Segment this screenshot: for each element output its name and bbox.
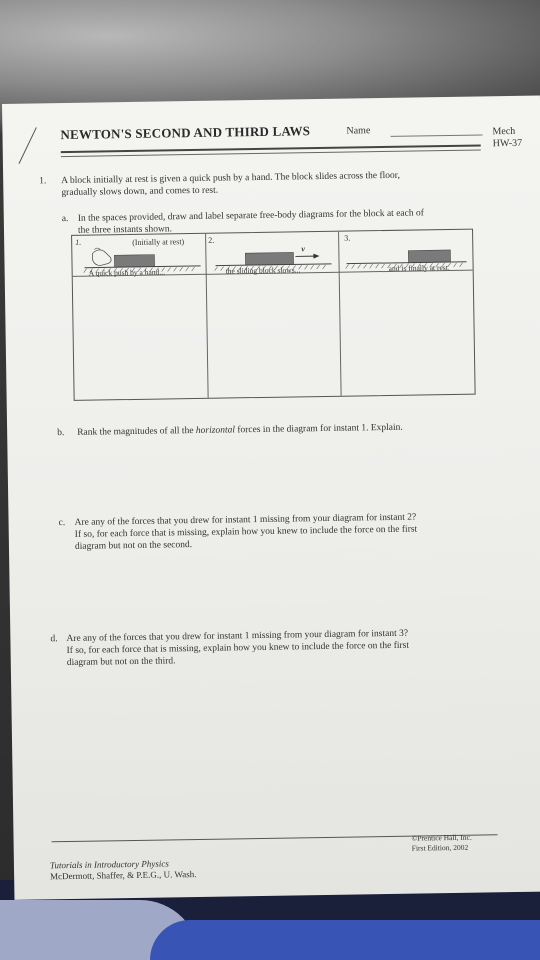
course-line-1: Mech [492,125,516,138]
part-b-label: b. [57,428,65,439]
part-a-label: a. [61,213,69,225]
book-title: Tutorials in Introductory Physics [49,858,169,871]
answer-box-2[interactable] [206,272,342,398]
name-field-line[interactable] [391,134,483,136]
panel-1-scene [72,234,207,277]
panel-3-caption: and is finally at rest. [388,262,450,273]
block-1 [114,255,154,268]
panel-3-number: 3. [344,233,351,243]
panel-2-number: 2. [208,235,215,245]
part-c-label: c. [58,518,66,529]
footer-citation [50,858,197,882]
part-d-line-3: diagram but not on the third. [66,656,176,669]
part-b-emphasis: horizontal [195,425,236,436]
question-1-text [61,169,461,199]
part-b-text [77,421,477,439]
question-1-line-2: gradually slows down, and comes to rest. [61,185,219,199]
question-1-line-1: A block initially at rest is given a quick push by a hand. The block slides across the floor, [61,170,401,187]
part-a-line-1: In the spaces provided, draw and label separate free-body diagrams for the block at each of [77,208,424,224]
panel-2-caption: the sliding block slows... [225,265,301,276]
velocity-label: v [301,244,305,254]
panel-3-scene [338,230,473,273]
panel-1-caption: A quick push by a hand... [88,267,165,278]
edition-line: First Edition, 2002 [411,842,469,853]
part-d-text [66,626,497,669]
part-d-line-2: If so, for each force that is missing, explain how you knew to include the force on the first [66,640,410,657]
part-b-text-before: Rank the magnitudes of all the [77,425,196,438]
copyright-line: ©Prentice Hall, Inc. [411,832,472,843]
course-code [492,126,522,150]
background-fabric-blue [150,920,540,960]
part-c-line-2: If so, for each force that is missing, explain how you knew to include the force on the first [74,524,418,540]
course-line-2: HW-37 [492,137,523,150]
book-authors: McDermott, Shaffer, & P.E.G., U. Wash. [50,869,197,882]
part-c-line-3: diagram but not on the second. [74,540,193,552]
answer-box-1[interactable] [73,274,209,400]
block-2 [245,252,293,265]
panel-1-number: 1. [75,237,82,247]
part-d-line-1: Are any of the forces that you drew for instant 1 missing from your diagram for instant 3? [66,628,409,645]
part-a-line-2: the three instants shown. [77,224,173,236]
question-1-number: 1. [39,176,47,187]
hand-icon [92,248,111,266]
panel-1-note: (Initially at rest) [132,237,185,247]
part-d-label: d. [50,634,58,645]
part-c-line-1: Are any of the forces that you drew for instant 1 missing from your diagram for instant 2? [74,512,417,528]
worksheet-page [2,96,540,900]
answer-box-3[interactable] [339,270,475,396]
block-3 [408,250,450,263]
name-label: Name [346,125,371,137]
diagram-grid [71,229,476,401]
part-c-text [74,510,495,553]
part-b-text-after: forces in the diagram for instant 1. Explain. [234,422,403,436]
page-title: NEWTON'S SECOND AND THIRD LAWS [60,123,311,143]
pen-slash-mark [8,125,39,165]
panel-2-scene [205,232,340,275]
footer-copyright [412,833,473,854]
